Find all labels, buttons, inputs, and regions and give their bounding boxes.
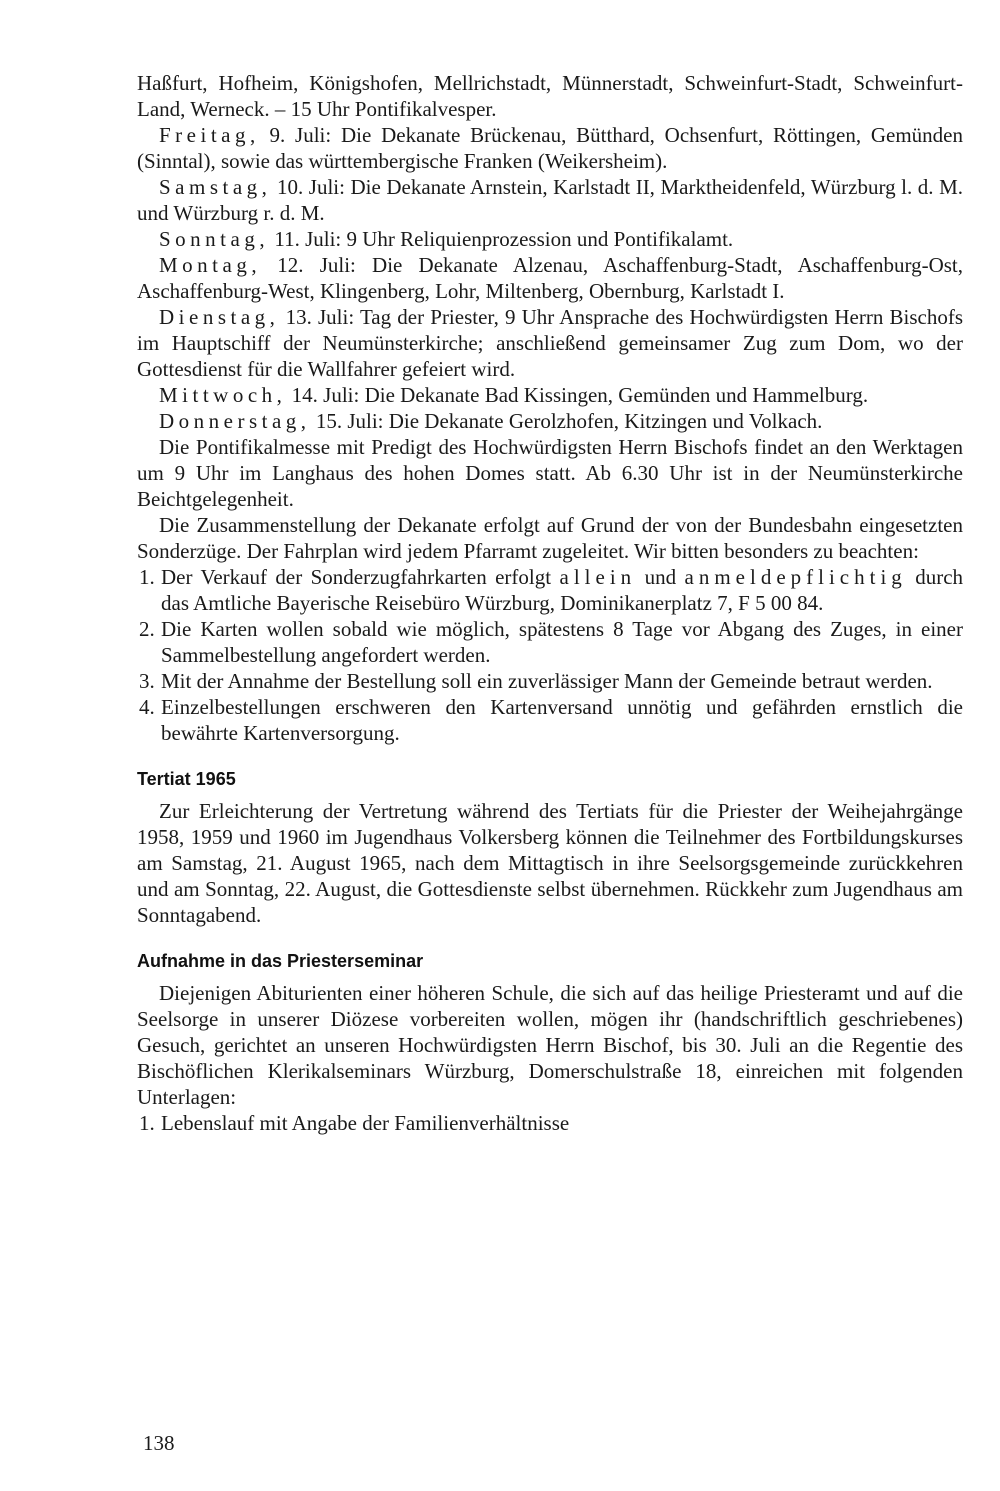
- schedule-entry-sunday: [137, 226, 963, 252]
- ticket-rule-3: [137, 668, 963, 694]
- pontifical-mass-note: Die Pontifikalmesse mit Predigt des Hochwürdigsten Herrn Bischofs findet an den Werktagen um 9 Uhr im Langhaus des hohen Domes statt. Ab 6.30 Uhr ist in der Neumünsterkirche Beichtgelegenheit.: [137, 435, 963, 511]
- arrangement-note: Die Zusammenstellung der Dekanate erfolgt auf Grund der von der Bundesbahn eingesetzten Sonderzüge. Der Fahrplan wird jedem Pfarramt zugeleitet. Wir bitten besonders zu beachten:: [137, 513, 963, 563]
- weekday-label: Sonntag,: [159, 227, 270, 251]
- entry-text: 15. Juli: Die Dekanate Gerolzhofen, Kitzingen und Volkach.: [315, 409, 823, 433]
- list-number: 3.: [139, 669, 155, 693]
- rule-text: Der Verkauf der Sonderzugfahrkarten erfolgt: [161, 565, 552, 589]
- weekday-label: Freitag,: [159, 123, 260, 147]
- schedule-entry-monday: [137, 252, 963, 304]
- emphasis-text: anmeldepflichtig: [684, 565, 907, 589]
- ticket-rule-1: [137, 564, 963, 616]
- list-number: 2.: [139, 617, 155, 641]
- list-number: 1.: [139, 1111, 155, 1135]
- ticket-rule-4: [137, 694, 963, 746]
- schedule-entry-wednesday: [137, 382, 963, 408]
- entry-text: 14. Juli: Die Dekanate Bad Kissingen, Gemünden und Hammelburg.: [291, 383, 869, 407]
- list-number: 1.: [139, 565, 155, 589]
- rule-text: Die Karten wollen sobald wie möglich, spätestens 8 Tage vor Abgang des Zuges, in einer Sammelbestellung angefordert werden.: [161, 617, 963, 667]
- weekday-label: Mittwoch,: [159, 383, 287, 407]
- seminar-body: Diejenigen Abiturienten einer höheren Schule, die sich auf das heilige Priesteramt und auf die Seelsorge in unserer Diözese vorbereiten wollen, mögen ihr (handschriftlich geschriebenes) Gesuch, gerichtet an unseren Hochwürdigsten Herrn Bischof, bis 30. Juli an die Regentie des Bischöflichen Klerikalseminars Würzburg, Domerschulstraße 18, einreichen mit folgenden Unterlagen:: [137, 981, 963, 1109]
- emphasis-text: allein: [559, 565, 637, 589]
- tertiat-heading: Tertiat 1965: [137, 769, 236, 789]
- weekday-label: Dienstag,: [159, 305, 280, 329]
- weekday-label: Samstag,: [159, 175, 272, 199]
- entry-text: 12. Juli: Die Dekanate Alzenau, Aschaffenburg-Stadt, Aschaffenburg-Ost, Aschaffenburg-West, Klingenberg, Lohr, Miltenberg, Obernburg, Karlstadt I.: [137, 253, 963, 303]
- ticket-rule-2: [137, 616, 963, 668]
- weekday-label: Montag,: [159, 253, 262, 277]
- schedule-entry-thursday: [137, 408, 963, 434]
- seminar-heading: Aufnahme in das Priesterseminar: [137, 951, 424, 971]
- rule-text: und: [644, 565, 677, 589]
- schedule-entry-saturday: [137, 174, 963, 226]
- entry-text: 13. Juli: Tag der Priester, 9 Uhr Ansprache des Hochwürdigsten Herrn Bischofs im Hauptschiff der Neumünsterkirche; anschließend gemeinsamer Zug zum Dom, wo der Gottesdienst für die Wallfahrer gefeiert wird.: [137, 305, 964, 381]
- seminar-document-1: [137, 1110, 963, 1136]
- seminar-documents-list: [137, 1110, 963, 1136]
- tertiat-body: Zur Erleichterung der Vertretung während des Tertiats für die Priester der Weihejahrgänge 1958, 1959 und 1960 im Jugendhaus Volkersberg können die Teilnehmer des Fortbildungskurses am Samstag, 21. August 1965, nach dem Mittagtisch in ihre Seelsorgsgemeinde zurückkehren und am Sonntag, 22. August, die Gottesdienste selbst übernehmen. Rückkehr zum Jugendhaus am Sonntagabend.: [137, 799, 963, 927]
- entry-text: 9. Juli: Die Dekanate Brückenau, Bütthard, Ochsenfurt, Röttingen, Gemünden (Sinntal), sowie das württembergische Franken (Weikersheim).: [137, 123, 963, 173]
- ticket-rules-list: [137, 564, 963, 746]
- list-number: 4.: [139, 695, 155, 719]
- schedule-entry-tuesday: [137, 304, 963, 382]
- rule-text: durch das Amtliche Bayerische Reisebüro Würzburg, Dominikanerplatz 7, F 5 00 84.: [161, 565, 964, 615]
- weekday-label: Donnerstag,: [159, 409, 311, 433]
- schedule-intro: Haßfurt, Hofheim, Königshofen, Mellrichstadt, Münnerstadt, Schweinfurt-Stadt, Schweinfurt-Land, Werneck. – 15 Uhr Pontifikalvesper.: [137, 71, 963, 121]
- text-column: [137, 70, 963, 1136]
- page-number: 138: [143, 1431, 175, 1455]
- rule-text: Mit der Annahme der Bestellung soll ein zuverlässiger Mann der Gemeinde betraut werden.: [161, 669, 933, 693]
- document-text: Lebenslauf mit Angabe der Familienverhältnisse: [161, 1111, 570, 1135]
- schedule-entry-friday: [137, 122, 963, 174]
- rule-text: Einzelbestellungen erschweren den Kartenversand unnötig und gefährden ernstlich die bewährte Kartenversorgung.: [161, 695, 963, 745]
- entry-text: 11. Juli: 9 Uhr Reliquienprozession und Pontifikalamt.: [274, 227, 734, 251]
- entry-text: 10. Juli: Die Dekanate Arnstein, Karlstadt II, Marktheidenfeld, Würzburg l. d. M. und Würzburg r. d. M.: [137, 175, 964, 225]
